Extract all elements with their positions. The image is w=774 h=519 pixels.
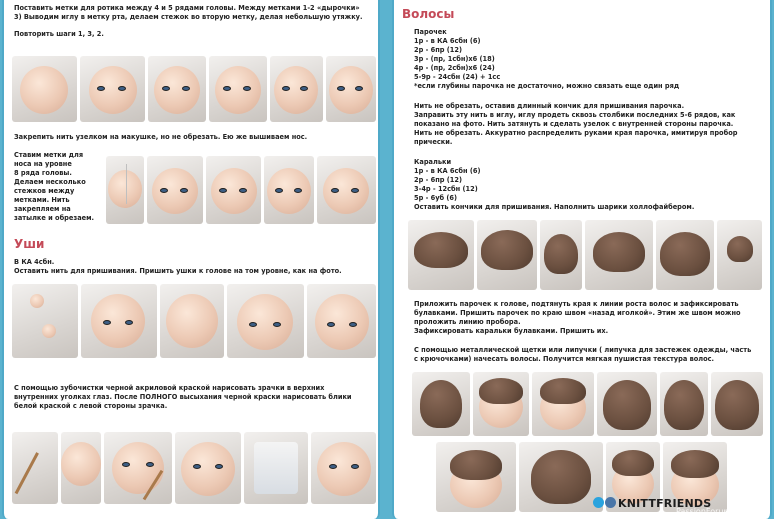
photo-nose-2 — [147, 156, 203, 224]
photo-ears-2 — [81, 284, 157, 358]
photo-ears-5 — [307, 284, 376, 358]
wig-instr-4: прически. — [414, 138, 453, 146]
pupils-text-2: внутренних уголках глаз. После ПОЛНОГО высыхания черной краски нарисовать блики — [14, 393, 352, 401]
photo-wig-6 — [717, 220, 762, 290]
brand-name: KNITTFRIENDS — [618, 497, 712, 510]
nose-text-6: метками. Нить — [14, 196, 70, 204]
photo-ears-1 — [12, 284, 78, 358]
photo-ears-4 — [227, 284, 304, 358]
wig-line-6: *если глубины парочка не достаточно, можно связать еще один ряд — [414, 82, 680, 90]
wig-instr-2: показано на фото. Нить затянуть и сделать узелок с внутренней стороны парочка. — [414, 120, 734, 128]
attach-text-0: Приложить парочек к голове, подтянуть края к линии роста волос и зафиксировать — [414, 300, 739, 308]
nose-text-4: Делаем несколько — [14, 178, 86, 186]
photo-paint-2 — [61, 432, 101, 504]
photo-ears-3 — [160, 284, 224, 358]
photo-nose-3 — [206, 156, 261, 224]
photo-attach-4 — [597, 372, 657, 436]
wig-instr-1: Заправить эту нить в иглу, иглу продеть сквозь столбики последних 5-6 рядов, как — [414, 111, 736, 119]
wig-line-5: 5-9р - 24сбн (24) + 1сс — [414, 73, 501, 81]
nose-text-3: 8 ряда головы. — [14, 169, 72, 177]
photo-nose-1 — [106, 156, 144, 224]
pupils-text-3: белой краской с левой стороны зрачка. — [14, 402, 168, 410]
nose-text-5: стежков между — [14, 187, 75, 195]
mouth-marks-line-2: 3) Выводим иглу в метку рта, делаем стежок во вторую метку, делая небольшую утяжку. — [14, 13, 363, 21]
photo-head-2 — [80, 56, 145, 122]
photo-attach-6 — [711, 372, 763, 436]
photo-nose-4 — [264, 156, 314, 224]
watermark: PassionForum.ru — [676, 507, 743, 516]
photo-paint-1 — [12, 432, 58, 504]
photo-paint-3 — [104, 432, 172, 504]
nose-text-2: носа на уровне — [14, 160, 72, 168]
photo-head-6 — [326, 56, 376, 122]
hair-heading: Волосы — [402, 7, 455, 21]
buns-line-0: Каральки — [414, 158, 452, 166]
photo-head-1 — [12, 56, 77, 122]
photo-wig-1 — [408, 220, 474, 290]
photo-head-5 — [270, 56, 323, 122]
attach-text-1: булавками. Пришить парочек по краю швом «назад иголкой». Этим же швом можно — [414, 309, 741, 317]
attach-text-3: Зафиксировать каральки булавками. Пришить их. — [414, 327, 609, 335]
photo-attach-2 — [473, 372, 529, 436]
photo-wig-3 — [540, 220, 582, 290]
left-page — [2, 0, 380, 519]
buns-line-3: 3-4р - 12сбн (12) — [414, 185, 478, 193]
buns-line-5: Оставить кончики для пришивания. Наполнить шарики холлофайбером. — [414, 203, 695, 211]
photo-wig-2 — [477, 220, 537, 290]
buns-line-2: 2р - 6пр (12) — [414, 176, 462, 184]
photo-paint-jar — [244, 432, 308, 504]
brush-text-0: С помощью металлической щетки или липучки ( липучка для застежек одежды, часть — [414, 346, 752, 354]
wig-instr-3: Нить не обрезать. Аккуратно распределить руками края парочка, имитируя пробор — [414, 129, 738, 137]
telegram-icon — [593, 497, 604, 508]
photo-attach-3 — [532, 372, 594, 436]
photo-nose-5 — [317, 156, 376, 224]
ears-text-2: Оставить нить для пришивания. Пришить ушки к голове на том уровне, как на фото. — [14, 267, 342, 275]
vk-icon — [605, 497, 616, 508]
attach-text-2: проложить линию пробора. — [414, 318, 521, 326]
wig-line-4: 4р - (пр, 2сбн)х6 (24) — [414, 64, 495, 72]
brush-text-1: с крючочками) начесать волосы. Получится мягкая пушистая текстура волос. — [414, 355, 715, 363]
pupils-text-1: С помощью зубочистки черной акриловой краской нарисовать зрачки в верхних — [14, 384, 325, 392]
photo-paint-4 — [175, 432, 241, 504]
ears-heading: Уши — [14, 237, 45, 251]
photo-paint-5 — [311, 432, 376, 504]
photo-wig-5 — [656, 220, 714, 290]
wig-instr-0: Нить не обрезать, оставив длинный кончик для пришивания парочка. — [414, 102, 685, 110]
mouth-marks-line-1: Поставить метки для ротика между 4 и 5 рядами головы. Между метками 1-2 «дырочки» — [14, 4, 360, 12]
photo-attach-1 — [412, 372, 470, 436]
nose-text-7: закрепляем на — [14, 205, 71, 213]
photo-wig-4 — [585, 220, 653, 290]
ears-text-1: В КА 4сбн. — [14, 258, 55, 266]
knot-note: Закрепить нить узелком на макушке, но не обрезать. Ею же вышиваем нос. — [14, 133, 308, 141]
repeat-steps: Повторить шаги 1, 3, 2. — [14, 30, 104, 38]
right-page — [392, 0, 772, 519]
photo-attach-5 — [660, 372, 708, 436]
photo-final-1 — [436, 442, 516, 512]
nose-text-1: Ставим метки для — [14, 151, 84, 159]
photo-head-4 — [209, 56, 267, 122]
nose-text-8: затылке и обрезаем. — [14, 214, 95, 222]
buns-line-1: 1р - в КА 6сбн (6) — [414, 167, 481, 175]
wig-line-1: 1р - в КА 6сбн (6) — [414, 37, 481, 45]
wig-line-0: Парочек — [414, 28, 447, 36]
photo-head-3 — [148, 56, 206, 122]
photo-final-2 — [519, 442, 603, 512]
wig-line-3: 3р - (пр, 1сбн)х6 (18) — [414, 55, 495, 63]
buns-line-4: 5р - 6уб (6) — [414, 194, 458, 202]
wig-line-2: 2р - 6пр (12) — [414, 46, 462, 54]
